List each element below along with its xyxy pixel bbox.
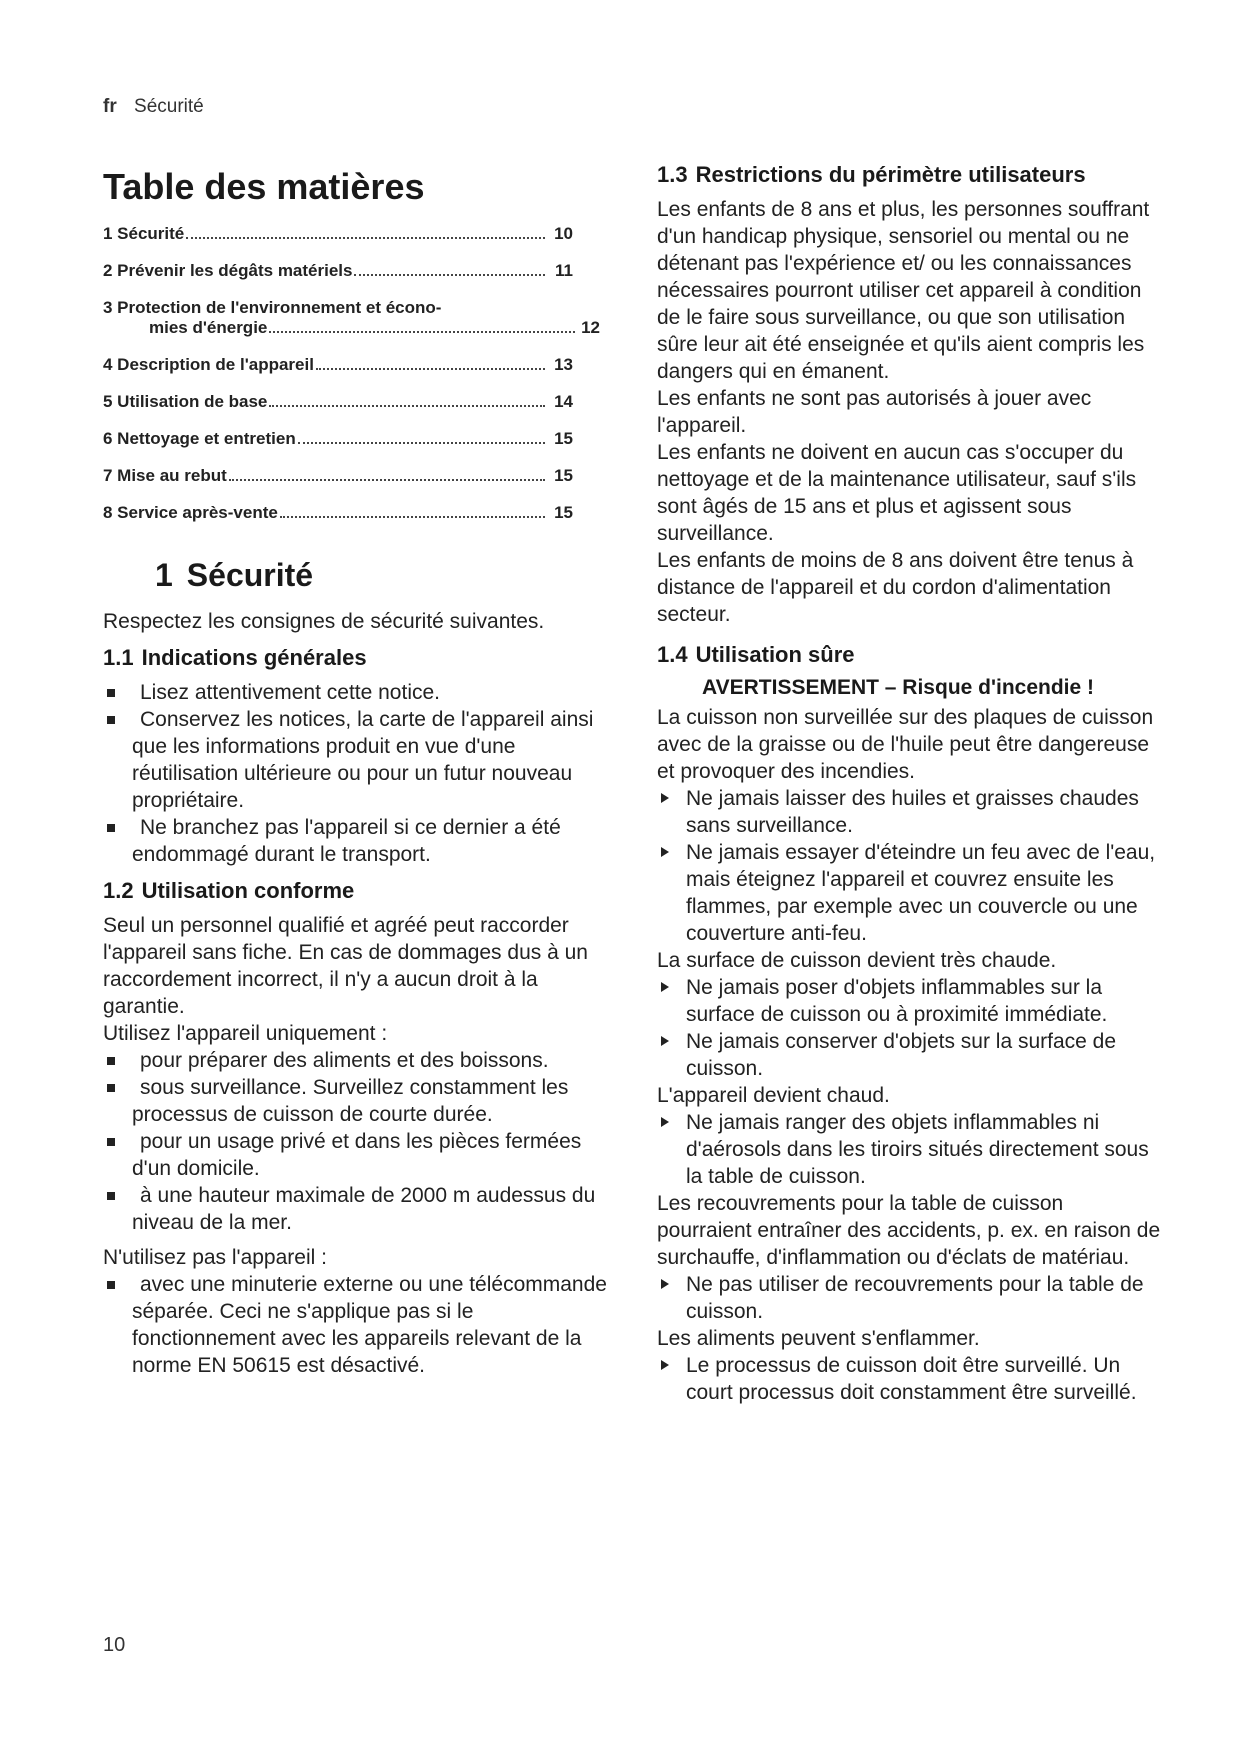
list-item: Ne jamais poser d'objets inflammables sur la surface de cuisson ou à proximité immédiate. bbox=[657, 974, 1162, 1028]
chapter-intro: Respectez les consignes de sécurité suivantes. bbox=[103, 610, 545, 633]
bullet-list bbox=[103, 1271, 613, 1379]
chapter-heading: 1 Sécurité bbox=[155, 557, 314, 593]
bullet-list bbox=[103, 1047, 613, 1236]
section-heading: 1.3 Restrictions du périmètre utilisateurs bbox=[657, 162, 1086, 187]
toc-entry[interactable]: 1 Sécurité 10 bbox=[103, 224, 573, 243]
list-item: avec une minuterie externe ou une télécommande séparée. Ceci ne s'applique pas si le fonctionnement avec les appareils relevant de la norme EN 50615 est désactivé. bbox=[103, 1271, 613, 1379]
list-item: Ne branchez pas l'appareil si ce dernier a été endommagé durant le transport. bbox=[103, 814, 613, 868]
list-item: Ne jamais laisser des huiles et graisses chaudes sans surveillance. bbox=[657, 785, 1162, 839]
list-item: Ne jamais conserver d'objets sur la surface de cuisson. bbox=[657, 1028, 1162, 1082]
section-heading: 1.4 Utilisation sûre bbox=[657, 642, 855, 667]
paragraph: Les recouvrements pour la table de cuisson pourraient entraîner des accidents, p. ex. en raison de surchauffe, d'inflammation ou d'éclats de matériau. bbox=[657, 1192, 1161, 1269]
paragraph: L'appareil devient chaud. bbox=[657, 1084, 890, 1107]
list-item: Conservez les notices, la carte de l'appareil ainsi que les informations produit en vue d'une réutilisation ultérieure ou pour un futur nouveau propriétaire. bbox=[103, 706, 613, 814]
list-item: Ne pas utiliser de recouvrements pour la table de cuisson. bbox=[657, 1271, 1162, 1325]
list-item: pour préparer des aliments et des boissons. bbox=[103, 1047, 613, 1074]
header-section: Sécurité bbox=[134, 96, 204, 117]
list-item: pour un usage privé et dans les pièces fermées d'un domicile. bbox=[103, 1128, 613, 1182]
left-column bbox=[103, 160, 613, 1379]
warning-heading: AVERTISSEMENT – Risque d'incendie ! bbox=[702, 676, 1094, 699]
paragraph: Les enfants ne sont pas autorisés à jouer avec l'appareil. bbox=[657, 387, 1092, 437]
toc-entry[interactable]: 5 Utilisation de base 14 bbox=[103, 392, 573, 411]
paragraph: Utilisez l'appareil uniquement : bbox=[103, 1022, 388, 1045]
toc-entry[interactable]: 7 Mise au rebut 15 bbox=[103, 466, 573, 485]
paragraph: Les enfants de 8 ans et plus, les personnes souffrant d'un handicap physique, sensoriel ou mental ou ne détenant pas l'expérience et/ ou les connaissances nécessaires pourront utiliser cet appareil à condition de le faire sous surveillance, ou que son utilisation sûre leur ait été enseignée et qu'ils aient compris les dangers qui en émanent. bbox=[657, 198, 1150, 383]
bullet-list bbox=[103, 679, 613, 868]
instruction-list bbox=[657, 785, 1162, 947]
section-heading: 1.1 Indications générales bbox=[103, 645, 367, 670]
paragraph: Seul un personnel qualifié et agréé peut raccorder l'appareil sans fiche. En cas de dommages dus à un raccordement incorrect, il n'y a aucun droit à la garantie. bbox=[103, 914, 588, 1018]
list-item: Ne jamais essayer d'éteindre un feu avec de l'eau, mais éteignez l'appareil et couvrez ensuite les flammes, par exemple avec un couvercle ou une couverture anti-feu. bbox=[657, 839, 1162, 947]
toc-entry[interactable]: 4 Description de l'appareil 13 bbox=[103, 355, 573, 374]
paragraph: La surface de cuisson devient très chaude. bbox=[657, 949, 1057, 972]
list-item: Ne jamais ranger des objets inflammables ni d'aérosols dans les tiroirs situés directement sous la table de cuisson. bbox=[657, 1109, 1162, 1190]
page-number: 10 bbox=[103, 1634, 126, 1656]
right-column bbox=[657, 162, 1162, 1406]
list-item: Le processus de cuisson doit être surveillé. Un court processus doit constamment être surveillé. bbox=[657, 1352, 1162, 1406]
paragraph: La cuisson non surveillée sur des plaques de cuisson avec de la graisse ou de l'huile peut être dangereuse et provoquer des incendies. bbox=[657, 706, 1154, 783]
instruction-list bbox=[657, 1109, 1162, 1190]
list-item: Lisez attentivement cette notice. bbox=[103, 679, 613, 706]
toc-entry[interactable]: 2 Prévenir les dégâts matériels 11 bbox=[103, 261, 573, 280]
instruction-list bbox=[657, 974, 1162, 1082]
toc-entry[interactable]: 6 Nettoyage et entretien 15 bbox=[103, 429, 573, 448]
section-heading: 1.2 Utilisation conforme bbox=[103, 878, 355, 903]
language-code: fr bbox=[103, 96, 117, 117]
paragraph: Les aliments peuvent s'enflammer. bbox=[657, 1327, 980, 1350]
paragraph: N'utilisez pas l'appareil : bbox=[103, 1246, 327, 1269]
toc-entry[interactable]: 8 Service après-vente 15 bbox=[103, 503, 573, 522]
paragraph: Les enfants de moins de 8 ans doivent être tenus à distance de l'appareil et du cordon d'alimentation secteur. bbox=[657, 549, 1134, 626]
list-item: sous surveillance. Surveillez constamment les processus de cuisson de courte durée. bbox=[103, 1074, 613, 1128]
toc-entry[interactable]: 3 Protection de l'environnement et écono- mies d'énergie 12 bbox=[103, 298, 600, 337]
toc-title: Table des matières bbox=[103, 166, 425, 207]
running-header bbox=[103, 96, 204, 118]
list-item: à une hauteur maximale de 2000 m audessus du niveau de la mer. bbox=[103, 1182, 613, 1236]
instruction-list bbox=[657, 1352, 1162, 1406]
instruction-list bbox=[657, 1271, 1162, 1325]
paragraph: Les enfants ne doivent en aucun cas s'occuper du nettoyage et de la maintenance utilisateur, sauf s'ils sont âgés de 15 ans et plus et agissent sous surveillance. bbox=[657, 441, 1137, 545]
